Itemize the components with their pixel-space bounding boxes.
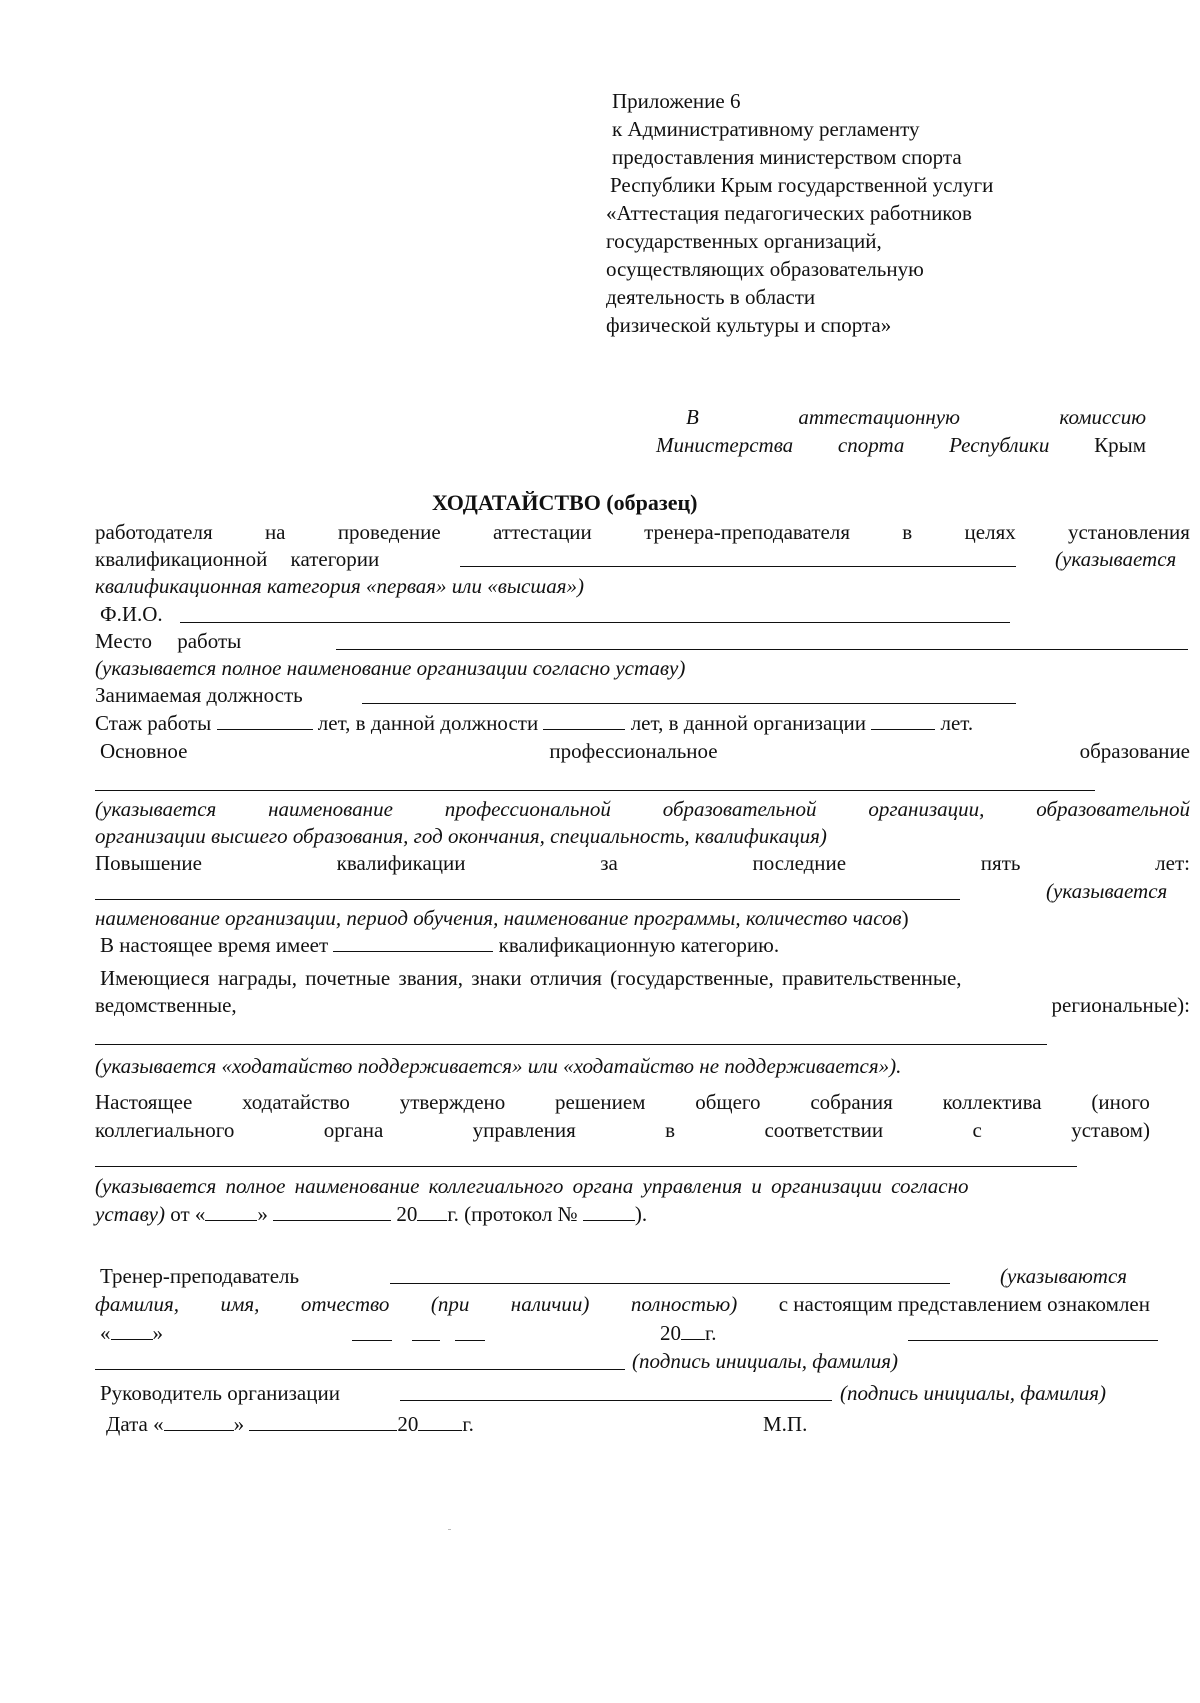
support-note: (указывается «ходатайство поддерживается» или «ходатайство не поддерживается»).: [95, 1054, 902, 1078]
approved-line-2: коллегиального органа управления в соответствии с уставом): [95, 1118, 1150, 1142]
trainer-sign-note: (подпись инициалы, фамилия): [632, 1349, 898, 1373]
workplace-note: (указывается полное наименование организации согласно уставу): [95, 656, 686, 680]
protocol-line: уставу) от « » 20 г. (протокол № ).: [95, 1202, 648, 1226]
approved-line: Настоящее ходатайство утверждено решением общего собрания коллектива (иного: [95, 1090, 1150, 1114]
fio-field[interactable]: [180, 622, 1010, 623]
appendix-line: осуществляющих образовательную: [606, 257, 924, 281]
appendix-line: Республики Крым государственной услуги: [610, 173, 994, 197]
current-category-field[interactable]: [333, 933, 493, 952]
trainer-year-field[interactable]: [681, 1321, 705, 1340]
training-field[interactable]: [95, 899, 960, 900]
trainer-note: (указываются: [1000, 1264, 1128, 1288]
fio-label: Ф.И.О.: [100, 602, 163, 626]
protocol-year-field[interactable]: [417, 1202, 447, 1221]
workplace-label: Место работы: [95, 629, 242, 653]
education-line: Основное профессиональное образование: [100, 739, 1190, 763]
current-category-line: В настоящее время имеет квалификационную категорию.: [100, 933, 780, 957]
trainer-signature-field-2[interactable]: [95, 1369, 625, 1370]
appendix-line: государственных организаций,: [606, 229, 882, 253]
protocol-month-field[interactable]: [273, 1202, 391, 1221]
appendix-line: деятельность в области: [606, 285, 816, 309]
category-note: (указывается: [1055, 547, 1177, 571]
experience-org-field[interactable]: [871, 711, 935, 730]
appendix-line: Приложение 6: [612, 89, 741, 113]
document-title: ХОДАТАЙСТВО (образец): [432, 490, 698, 515]
scan-speck: [448, 1529, 451, 1530]
date-line: Дата « » 20 г.: [106, 1412, 474, 1436]
date-day-field[interactable]: [164, 1412, 234, 1431]
experience-total-field[interactable]: [217, 711, 313, 730]
category-note-cont: квалификационная категория «первая» или «высшая»): [95, 574, 584, 598]
education-field[interactable]: [95, 790, 1095, 791]
head-sign-note: (подпись инициалы, фамилия): [840, 1381, 1106, 1405]
trainer-month-field-c[interactable]: [455, 1340, 485, 1341]
training-line: Повышение квалификации за последние пять лет:: [95, 851, 1190, 875]
education-note-cont: организации высшего образования, год окончания, специальность, квалификация): [95, 824, 827, 848]
trainer-name-field[interactable]: [390, 1283, 950, 1284]
awards-line-2: ведомственные, региональные):: [95, 993, 1190, 1017]
trainer-label: Тренер-преподаватель: [100, 1264, 300, 1288]
trainer-month-field-b[interactable]: [412, 1340, 440, 1341]
position-label: Занимаемая должность: [95, 683, 303, 707]
body-line-1: работодателя на проведение аттестации тренера-преподавателя в целях установления: [95, 520, 1190, 544]
workplace-field[interactable]: [336, 649, 1188, 650]
position-field[interactable]: [362, 703, 1016, 704]
governing-body-note: (указывается полное наименование коллегиального органа управления и организации согласно: [95, 1174, 969, 1198]
trainer-day-field[interactable]: [111, 1321, 153, 1340]
trainer-signature-field[interactable]: [908, 1340, 1158, 1341]
education-note: (указывается наименование профессиональной образовательной организации, образовательной: [95, 797, 1190, 821]
awards-line: Имеющиеся награды, почетные звания, знаки отличия (государственные, правительственные,: [100, 966, 962, 990]
trainer-month-field-a[interactable]: [352, 1340, 392, 1341]
experience-position-field[interactable]: [543, 711, 625, 730]
trainer-date-year: 20 г.: [660, 1321, 717, 1345]
category-field[interactable]: [460, 566, 1016, 567]
addressee-line-1: В аттестационную комиссию: [686, 405, 1146, 429]
trainer-date-day: « »: [100, 1321, 163, 1345]
appendix-line: предоставления министерством спорта: [612, 145, 962, 169]
appendix-line: «Аттестация педагогических работников: [606, 201, 972, 225]
appendix-line: физической культуры и спорта»: [606, 313, 892, 337]
appendix-line: к Административному регламенту: [612, 117, 920, 141]
protocol-number-field[interactable]: [583, 1202, 635, 1221]
addressee-line-2: Министерства спорта Республики Крым: [656, 433, 1146, 457]
date-year-field[interactable]: [418, 1412, 462, 1431]
date-month-field[interactable]: [249, 1412, 397, 1431]
head-signature-field[interactable]: [400, 1400, 832, 1401]
category-label: квалификационной категории: [95, 547, 380, 571]
head-label: Руководитель организации: [100, 1381, 340, 1405]
governing-body-field[interactable]: [95, 1166, 1077, 1167]
training-note: (указывается: [1046, 879, 1168, 903]
awards-field[interactable]: [95, 1044, 1047, 1045]
training-note-cont: наименование организации, период обучения, наименование программы, количество часов): [95, 906, 909, 930]
stamp-place: М.П.: [763, 1412, 808, 1436]
experience-line: Стаж работы лет, в данной должности лет, в данной организации лет.: [95, 711, 974, 735]
trainer-note-line: фамилия, имя, отчество (при наличии) полностью) с настоящим представлением ознакомлен: [95, 1292, 1150, 1316]
protocol-day-field[interactable]: [205, 1202, 257, 1221]
